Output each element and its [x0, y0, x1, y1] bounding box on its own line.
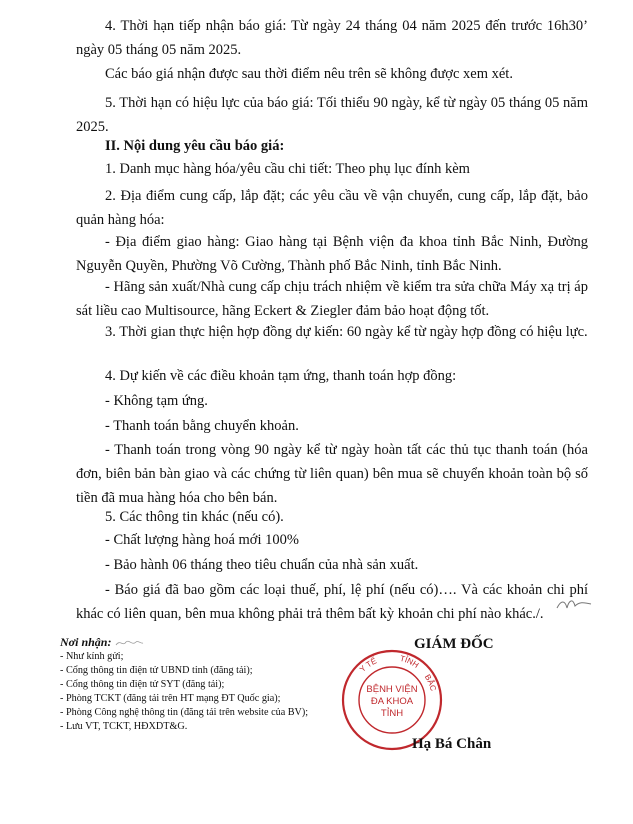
delivery-requirements-paragraph: 2. Địa điểm cung cấp, lắp đặt; các yêu cầu về vận chuyển, cung cấp, lắp đặt, bảo quản hàng hóa: — [76, 188, 588, 228]
other-info-heading: 5. Các thông tin khác (nếu có). — [105, 509, 284, 525]
no-advance-item: - Không tạm ứng. — [105, 393, 208, 409]
validity-paragraph: 5. Thời hạn có hiệu lực của báo giá: Tối thiểu 90 ngày, kể từ ngày 05 tháng 05 năm 2025. — [76, 95, 588, 135]
recipient-item: - Như kính gửi; — [60, 651, 124, 662]
seal-line-1: BỆNH VIỆN — [366, 684, 418, 695]
seal-ring-text-left: Y TẾ — [358, 656, 379, 675]
deadline-paragraph: 4. Thời hạn tiếp nhận báo giá: Từ ngày 24 tháng 04 năm 2025 đến trước 16h30’ ngày 05 tháng 05 năm 2025. — [76, 18, 588, 58]
director-title: GIÁM ĐỐC — [414, 636, 494, 652]
payment-terms-heading: 4. Dự kiến về các điều khoản tạm ứng, thanh toán hợp đồng: — [105, 368, 457, 384]
svg-text:TỈNH — [399, 654, 421, 670]
recipients-block — [60, 634, 380, 734]
section-2-heading: II. Nội dung yêu cầu báo giá: — [105, 138, 285, 154]
seal-line-3: TỈNH — [380, 708, 404, 719]
item-list-paragraph: 1. Danh mục hàng hóa/yêu cầu chi tiết: Theo phụ lục đính kèm — [105, 161, 470, 177]
recipient-item: - Cổng thông tin điện tử UBND tỉnh (đăng tải); — [60, 665, 253, 676]
warranty-item: - Bảo hành 06 tháng theo tiêu chuẩn của nhà sản xuất. — [105, 557, 419, 573]
seal-ring-text-top: TỈNH — [398, 653, 421, 670]
recipients-title: Nơi nhận: — [60, 634, 380, 650]
recipient-item: - Phòng TCKT (đăng tải trên HT mạng ĐT Quốc gia); — [60, 693, 281, 704]
late-quotes-note: Các báo giá nhận được sau thời điểm nêu trên sẽ không được xem xét. — [105, 66, 513, 82]
recipient-item: - Cổng thông tin điện tử SYT (đăng tải); — [60, 679, 225, 690]
contract-duration-paragraph: 3. Thời gian thực hiện hợp đồng dự kiến: 60 ngày kể từ ngày hợp đồng có hiệu lực. — [105, 324, 588, 340]
signer-name: Hạ Bá Chân — [412, 736, 492, 752]
recipient-item: - Lưu VT, TCKT, HĐXDT&G. — [60, 721, 188, 732]
seal-line-2: ĐA KHOA — [370, 696, 414, 707]
price-inclusion-paragraph: - Báo giá đã bao gồm các loại thuế, phí, lệ phí (nếu có)…. Và các khoản chi phí khác có liên quan, bên mua không phải trả thêm bất kỳ khoản chi phí nào khác./. — [76, 582, 588, 622]
seal-ring-text-right: BẮC — [422, 672, 438, 693]
delivery-location-paragraph: - Địa điểm giao hàng: Giao hàng tại Bệnh viện đa khoa tỉnh Bắc Ninh, Đường Nguyễn Quyền, Phường Võ Cường, Thành phố Bắc Ninh, tỉnh Bắc Ninh. — [76, 234, 588, 274]
handwritten-initials-icon — [555, 596, 595, 614]
manufacturer-responsibility-paragraph: - Hãng sản xuất/Nhà cung cấp chịu trách nhiệm về kiểm tra sửa chữa Máy xạ trị áp sát liều cao Multisource, hãng Eckert & Ziegler đảm bảo hoạt động tốt. — [76, 279, 588, 319]
payment-deadline-paragraph: - Thanh toán trong vòng 90 ngày kể từ ngày hoàn tất các thủ tục thanh toán (hóa đơn, biên bản bàn giao và các chứng từ liên quan) bên mua sẽ chuyển khoản toàn bộ số tiền đã mua hàng hóa cho bên bán. — [76, 442, 588, 506]
bank-transfer-item: - Thanh toán bằng chuyển khoản. — [105, 418, 299, 434]
quality-item: - Chất lượng hàng hoá mới 100% — [105, 532, 299, 548]
handwritten-initials-icon — [114, 638, 144, 648]
recipient-item: - Phòng Công nghệ thông tin (đăng tải trên website của BV); — [60, 707, 309, 718]
